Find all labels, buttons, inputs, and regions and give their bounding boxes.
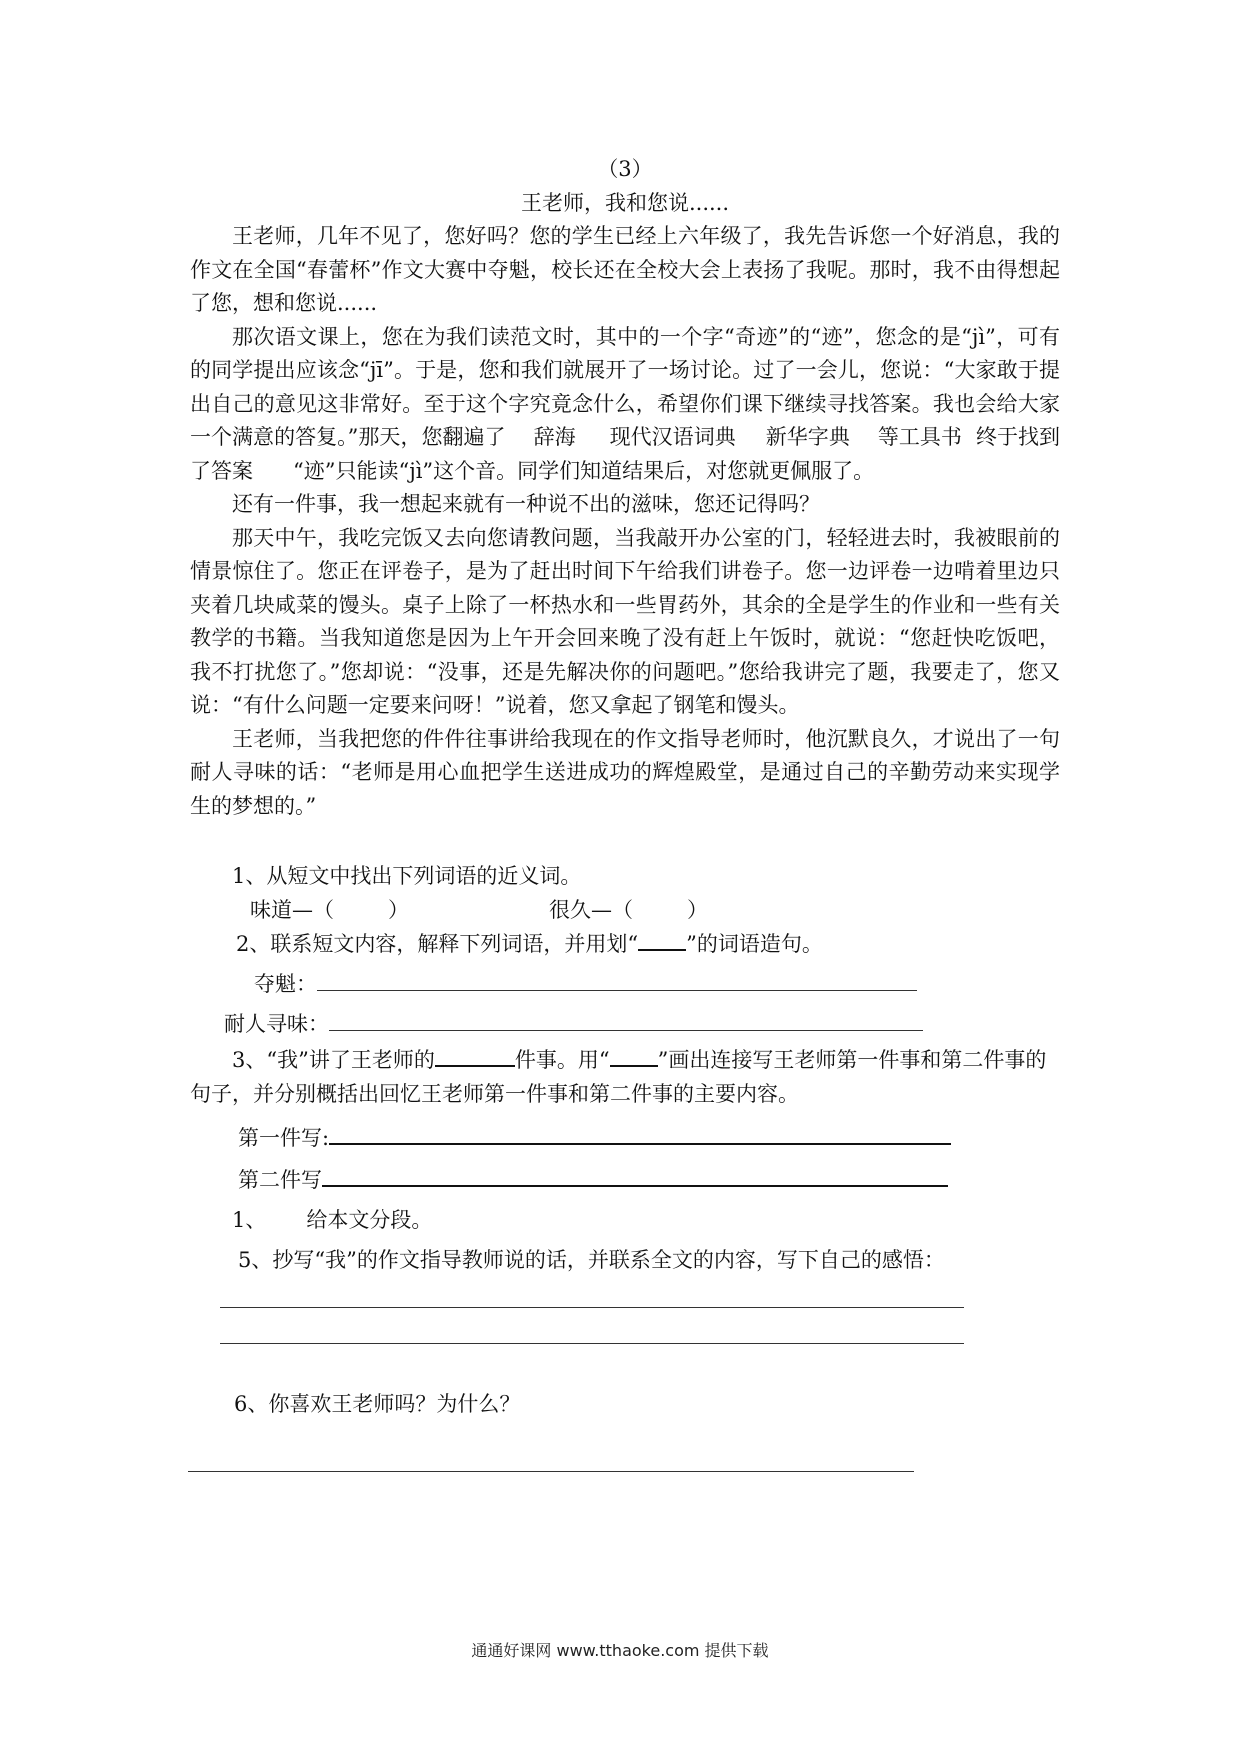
section-number: （3） (597, 157, 653, 181)
worksheet-page (190, 148, 1060, 1491)
paragraph-4: 那天中午，我吃完饭又去向您请教问题，当我敲开办公室的门，轻轻进去时，我被眼前的情景惊住了。您正在评卷子，是为了赶出时间下午给我们讲卷子。您一边评卷一边啃着里边只夹着几块咸菜的馒头。桌子上除了一杯热水和一些胃药外，其余的全是学生的作业和一些有关教学的书籍。当我知道您是因为上午开会回来晚了没有赶上午饭时，就说：“您赶快吃饭吧，我不打扰您了。”您却说：“没事，还是先解决你的问题吧。”您给我讲完了题，我要走了，您又说：“有什么问题一定要来问呀！”说着，您又拿起了钢笔和馒头。 (190, 525, 1060, 717)
question-3-first: 第一件写: (190, 1121, 1060, 1155)
question-6-answer-area (190, 1421, 1060, 1491)
passage-title: 王老师，我和您说...... (520, 191, 730, 215)
paragraph-3: 还有一件事，我一想起来就有一种说不出的滋味，您还记得吗？ (232, 492, 820, 516)
answer-line-6[interactable] (188, 1471, 914, 1472)
question-3: 3、“我”讲了王老师的 件事。用“ ”画出连接写王老师第一件事和第二件事的句子，并分别概括出回忆王老师第一件事和第二件事的主要内容。 (190, 1043, 1060, 1111)
question-2-word-2: 耐人寻味： (190, 1007, 1060, 1041)
question-2: 2、联系短文内容，解释下列词语，并用划“ ”的词语造句。 (190, 927, 1060, 961)
question-3-second: 第二件写 (190, 1163, 1060, 1197)
question-5-answer-area (190, 1277, 1060, 1367)
answer-line-first[interactable] (329, 1121, 951, 1145)
answer-line-duokui[interactable] (317, 968, 917, 991)
footer-credit: 通通好课网 www.tthaoke.com 提供下载 (471, 1641, 769, 1660)
answer-line-nairenxunwei[interactable] (329, 1008, 923, 1031)
question-6: 6、你喜欢王老师吗？为什么？ (234, 1392, 521, 1416)
question-4: 1、 给本文分段。 (232, 1208, 433, 1232)
question-1-items: 味道—（ ） 很久—（ ） (250, 898, 708, 922)
underline-sample-2 (610, 1045, 658, 1067)
answer-blank-count[interactable] (435, 1043, 515, 1067)
answer-line-5b[interactable] (220, 1343, 964, 1344)
paragraph-1: 王老师，几年不见了，您好吗？您的学生已经上六年级了，我先告诉您一个好消息，我的作文在全国“春蕾杯”作文大赛中夺魁，校长还在全校大会上表扬了我呢。那时，我不由得想起了您，想和您说...... (190, 224, 1060, 315)
answer-line-5a[interactable] (220, 1307, 964, 1308)
question-2-word-1: 夺魁： (190, 967, 1060, 1001)
paragraph-5: 王老师，当我把您的件件往事讲给我现在的作文指导老师时，他沉默良久，才说出了一句耐人寻味的话：“老师是用心血把学生送进成功的辉煌殿堂，是通过自己的辛勤劳动来实现学生的梦想的。” (190, 726, 1060, 818)
answer-line-second[interactable] (322, 1163, 948, 1187)
paragraph-2: 那次语文课上，您在为我们读范文时，其中的一个字“奇迹”的“迹”，您念的是“jì”，可有的同学提出应该念“jī”。于是，您和我们就展开了一场讨论。过了一会儿，您说：“大家敢于提出自己的意见这非常好。至于这个字究竟念什么，希望你们课下继续寻找答案。我也会给大家一个满意的答复。”那天，您翻遍了 辞海 现代汉语词典 新华字典 等工具书 终于找到了答案 “迹”只能读“jì”这个音。同学们知道结果后，对您就更佩服了。 (190, 324, 1061, 483)
question-5: 5、抄写“我”的作文指导教师说的话，并联系全文的内容，写下自己的感悟： (238, 1248, 945, 1272)
question-1: 1、从短文中找出下列词语的近义词。 (232, 864, 582, 888)
underline-sample (638, 929, 686, 951)
